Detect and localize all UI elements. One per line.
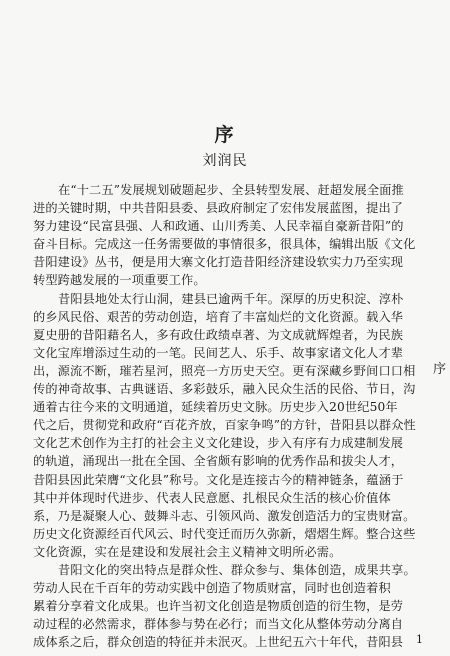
- text-line: 的轨道，涌现出一批在全国、全省颇有影响的优秀作品和拔尖人才，: [33, 454, 404, 469]
- text-line: 累着分享着文化成果。也许当初文化创造是物质创造的衍生物，是劳: [33, 599, 404, 614]
- text-line: 文化艺术创作为主打的社会主义文化建设，步入有序有力成建制发展: [33, 436, 404, 451]
- text-line: 文化宝库增添过生动的一笔。民间艺人、乐手、故事家诸文化人才辈: [33, 345, 404, 360]
- text-line: 文化资源，实在是建设和发展社会主义精神文明所必需。: [33, 544, 342, 559]
- text-line: 在“十二五”发展规划破题起步、全县转型发展、赶超发展全面推: [58, 183, 404, 197]
- text-line: 出，源流不断，璀若星河，照亮一方历史天空。更有深藏乡野间口口相: [33, 363, 416, 378]
- text-line: 进的关键时期，中共昔阳县委、县政府制定了宏伟发展蓝图，提出了: [33, 201, 404, 216]
- text-line: 历史文化资源经百代风云、时代变迁而历久弥新，熠熠生辉。整合这些: [33, 526, 416, 541]
- text-line: 传的神奇故事、古典谜语、多彩鼓乐，融入民众生活的民俗、节日，沟: [33, 382, 416, 397]
- text-line: 动过程的必然需求，群体参与势在必行；而当文化从整体劳动分离自: [33, 617, 404, 632]
- text-line: 奋斗目标。完成这一任务需要做的事情很多，很具体，编辑出版《文化: [33, 237, 416, 252]
- text-line: 的乡风民俗、艰苦的劳动创造，培育了丰富灿烂的文化资源。载入华: [33, 309, 404, 324]
- text-line: 通着古往今来的文明通道，延续着历史文脉。历史步入20世纪50年: [33, 400, 398, 415]
- text-line: 其中并体现时代进步、代表人民意愿、扎根民众生活的核心价值体: [33, 490, 391, 505]
- text-line: 昔阳县因此荣膺“文化县”称号。文化是连接古今的精神链条，蕴涵于: [33, 472, 404, 487]
- text-line: 昔阳县地处太行山洞，建县已逾两千年。深厚的历史积淀、淳朴: [58, 291, 404, 306]
- text-line: 劳动人民在千百年的劳动实践中创造了物质财富，同时也创造着积: [33, 581, 391, 596]
- text-line: 昔阳建设》丛书，便是用大寨文化打造昔阳经济建设软实力乃至实现: [33, 255, 404, 270]
- text-line: 转型跨越发展的一项重要工作。: [33, 273, 206, 288]
- body-text: [33, 181, 423, 651]
- text-line: 努力建设“民富县强、人和政通、山川秀美、人民幸福自豪新昔阳”的: [33, 219, 404, 234]
- side-section-label: 序: [433, 362, 447, 377]
- text-line: 代之后，贯彻党和政府“百花齐放，百家争鸣”的方针，昔阳县以群众性: [33, 418, 416, 433]
- page-title: 序: [214, 124, 236, 146]
- author-name: 刘润民: [202, 153, 248, 169]
- text-line: 昔阳文化的突出特点是群众性、群众参与、集体创造，成果共享。: [58, 562, 416, 577]
- text-line: 系，乃是凝聚人心、鼓舞斗志、引领风尚、激发创造活力的宝贵财富。: [33, 508, 416, 523]
- page-number: 1: [416, 633, 423, 646]
- paragraph-3: [33, 561, 423, 651]
- text-line: 成体系之后，群众创造的特征并未泯灭。上世纪五六十年代，昔阳县: [33, 635, 404, 650]
- paragraph-1: [33, 181, 423, 290]
- paragraph-2: [33, 290, 423, 561]
- text-line: 夏史册的昔阳藉名人，多有政仕政绩卓著、为文成就辉煌者，为民族: [33, 327, 404, 342]
